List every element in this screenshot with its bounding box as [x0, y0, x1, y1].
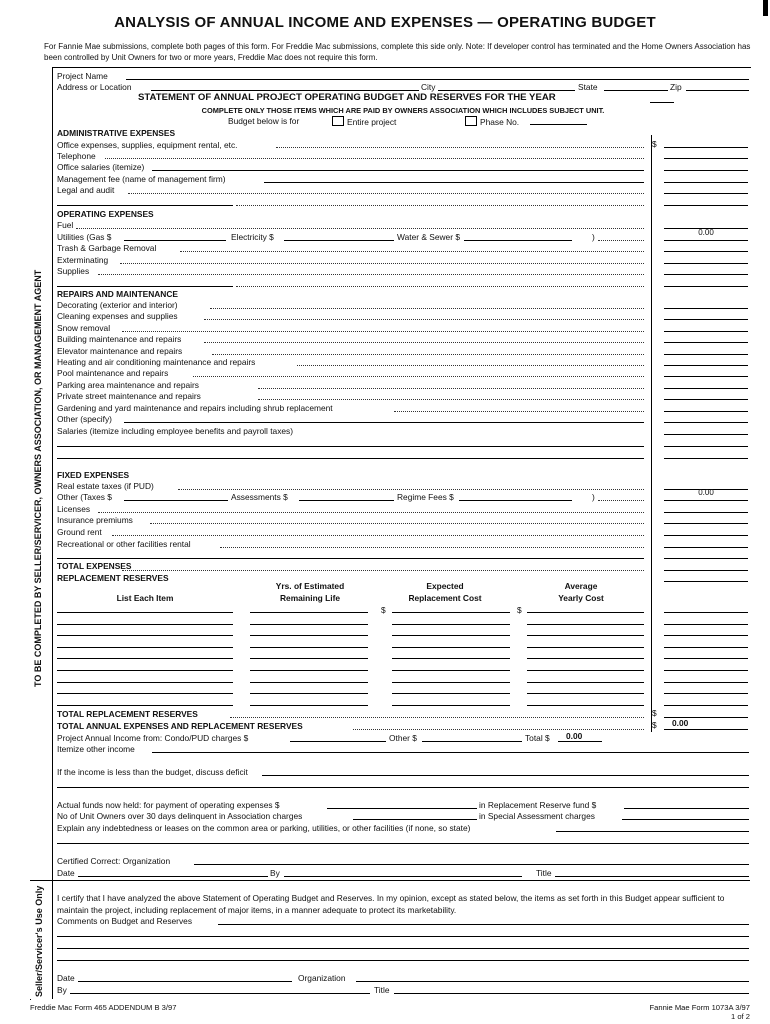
comments-field[interactable] [218, 924, 749, 925]
leader [105, 158, 644, 159]
reserve-cell-field[interactable] [57, 670, 233, 671]
footer-right-form: Fannie Mae Form 1073A 3/97 [649, 1003, 750, 1012]
col-cost-a: Expected [426, 581, 464, 591]
amount-field[interactable] [664, 286, 748, 287]
yearly-dollar: $ [517, 605, 522, 615]
fixed-insurance: Insurance premiums [57, 515, 133, 525]
operating-funds-field[interactable] [327, 808, 477, 809]
reserve-cell-field[interactable] [527, 693, 644, 694]
repairs-pool: Pool maintenance and repairs [57, 368, 169, 378]
leader [598, 240, 644, 241]
deficit-field[interactable] [262, 775, 749, 776]
reserve-cell-field[interactable] [527, 705, 644, 706]
form-title: ANALYSIS OF ANNUAL INCOME AND EXPENSES — OPERATING BUDGET [114, 14, 656, 31]
amount-field[interactable] [664, 670, 748, 671]
reserve-cell-field[interactable] [527, 658, 644, 659]
amount-field[interactable] [664, 682, 748, 683]
leader [212, 354, 644, 355]
leader [150, 523, 644, 524]
amount-field[interactable] [664, 251, 748, 252]
reserve-cell-field[interactable] [527, 670, 644, 671]
amount-field[interactable] [664, 399, 748, 400]
admin-item-legal: Legal and audit [57, 185, 115, 195]
reserve-cell-field[interactable] [250, 647, 368, 648]
phase-label: Phase No. [480, 117, 520, 127]
leader [598, 500, 644, 501]
cost-dollar: $ [381, 605, 386, 615]
fixed-heading: FIXED EXPENSES [57, 470, 130, 480]
amount-field[interactable] [664, 365, 748, 366]
cert-date-field[interactable] [78, 876, 268, 877]
explain-field[interactable] [556, 831, 749, 832]
reserve-cell-field[interactable] [392, 612, 510, 613]
entire-project-label: Entire project [347, 117, 397, 127]
text-field[interactable] [57, 558, 644, 559]
electricity-label: Electricity $ [231, 232, 274, 242]
gas-field[interactable] [124, 240, 226, 241]
project-name-label: Project Name [57, 71, 108, 81]
reserve-cell-field[interactable] [250, 658, 368, 659]
amount-field[interactable] [664, 500, 748, 501]
text-field[interactable] [57, 205, 233, 206]
footer-page: 1 of 2 [731, 1012, 750, 1021]
leader [204, 342, 644, 343]
replacement-heading: REPLACEMENT RESERVES [57, 573, 169, 583]
leader [98, 512, 644, 513]
condo-charges-field[interactable] [290, 741, 386, 742]
itemize-income-field[interactable] [152, 752, 749, 753]
amount-field[interactable] [664, 158, 748, 159]
amount-field[interactable] [664, 705, 748, 706]
delinquent-field[interactable] [353, 819, 477, 820]
amount-field[interactable] [664, 635, 748, 636]
comments-field-3[interactable] [57, 948, 749, 949]
fixed-licenses: Licenses [57, 504, 91, 514]
admin-item-management: Management fee (name of management firm) [57, 174, 226, 184]
cert-by-label: By [270, 868, 280, 878]
leader [394, 411, 644, 412]
reserve-cell-field[interactable] [250, 624, 368, 625]
other-taxes-field[interactable] [124, 500, 228, 501]
admin-heading: ADMINISTRATIVE EXPENSES [57, 128, 176, 138]
leader [220, 547, 644, 548]
delinquent-label: No of Unit Owners over 30 days delinquent in Association charges [57, 811, 303, 821]
amount-field[interactable] [664, 422, 748, 423]
reserve-cell-field[interactable] [57, 612, 233, 613]
assessments-field[interactable] [299, 500, 394, 501]
leader [178, 489, 644, 490]
reserve-cell-field[interactable] [392, 647, 510, 648]
amount-field[interactable] [664, 205, 748, 206]
reserve-cell-field[interactable] [250, 670, 368, 671]
total-annual-field[interactable] [664, 729, 748, 730]
leader [122, 331, 644, 332]
leader [120, 263, 644, 264]
amount-field[interactable] [664, 446, 748, 447]
reserve-cell-field[interactable] [57, 693, 233, 694]
complete-only-note: COMPLETE ONLY THOSE ITEMS WHICH ARE PAID BY OWNERS ASSOCIATION WHICH INCLUDES SUBJECT UNIT. [201, 106, 605, 115]
reserve-cell-field[interactable] [527, 612, 644, 613]
reserve-cell-field[interactable] [57, 647, 233, 648]
total-annual-dollar: $ [652, 720, 657, 730]
leader [204, 319, 644, 320]
amount-field[interactable] [664, 274, 748, 275]
state-field[interactable] [604, 90, 668, 91]
reserve-cell-field[interactable] [250, 693, 368, 694]
amount-field[interactable] [664, 612, 748, 613]
leader [193, 376, 644, 377]
electricity-field[interactable] [284, 240, 394, 241]
footer-right [650, 1003, 750, 1021]
text-field[interactable] [124, 422, 644, 423]
fixed-recreational: Recreational or other facilities rental [57, 539, 191, 549]
phase-no-field[interactable] [530, 124, 587, 125]
operating-exterminating: Exterminating [57, 255, 109, 265]
repairs-salaries: Salaries (itemize including employee benefits and payroll taxes) [57, 426, 294, 436]
reserve-cell-field[interactable] [392, 624, 510, 625]
leader [236, 286, 644, 287]
leader [98, 274, 644, 275]
col-yearly-a: Average [564, 581, 598, 591]
other-income-field[interactable] [422, 741, 522, 742]
special-label: in Special Assessment charges [479, 811, 595, 821]
amount-field[interactable] [664, 182, 748, 183]
total-income-value: 0.00 [566, 731, 583, 741]
reserve-cell-field[interactable] [250, 705, 368, 706]
instructions: For Fannie Mae submissions, complete both pages of this form. For Freddie Mac submissions, complete this side only. Note: If developer control has terminated and the Home Owners Association has been controlled by Unit Owners for two or more years, Freddie Mac does not require this form. [44, 42, 751, 62]
repairs-heating: Heating and air conditioning maintenance and repairs [57, 357, 256, 367]
col-cost-b: Replacement Cost [408, 593, 482, 603]
other-taxes-total: 0.00 [698, 488, 714, 497]
col-list-item: List Each Item [116, 593, 174, 603]
total-annual-value: 0.00 [672, 718, 689, 728]
side-bar-main [30, 67, 53, 880]
itemize-income-label: Itemize other income [57, 744, 135, 754]
amount-field[interactable] [664, 331, 748, 332]
amount-field[interactable] [664, 308, 748, 309]
amount-field[interactable] [664, 263, 748, 264]
repairs-gardening: Gardening and yard maintenance and repairs including shrub replacement [57, 403, 333, 413]
address-field[interactable] [151, 90, 419, 91]
deficit-label: If the income is less than the budget, discuss deficit [57, 767, 248, 777]
servicer-org-field[interactable] [356, 981, 749, 982]
repairs-heading: REPAIRS AND MAINTENANCE [57, 289, 178, 299]
zip-field[interactable] [686, 90, 749, 91]
reserve-cell-field[interactable] [57, 624, 233, 625]
fixed-ground-rent: Ground rent [57, 527, 102, 537]
amount-field[interactable] [664, 581, 748, 582]
amount-field[interactable] [664, 535, 748, 536]
reserve-cell-field[interactable] [57, 682, 233, 683]
reserve-cell-field[interactable] [57, 658, 233, 659]
leader [112, 535, 644, 536]
amount-field[interactable] [664, 523, 748, 524]
assessments-label: Assessments $ [231, 492, 288, 502]
admin-item-telephone: Telephone [57, 151, 96, 161]
reserve-cell-field[interactable] [392, 635, 510, 636]
admin-item-salaries: Office salaries (itemize) [57, 162, 145, 172]
leader [210, 308, 644, 309]
utilities-total: 0.00 [698, 228, 714, 237]
other-income-label: Other $ [389, 733, 417, 743]
comments-field-2[interactable] [57, 936, 749, 937]
regime-field[interactable] [459, 500, 572, 501]
certified-label: Certified Correct: Organization [57, 856, 171, 866]
leader [76, 228, 644, 229]
reserve-cell-field[interactable] [57, 635, 233, 636]
text-field[interactable] [57, 458, 644, 459]
footer-left: Freddie Mac Form 465 ADDENDUM B 3/97 [30, 1003, 177, 1012]
reserve-fund-field[interactable] [624, 808, 749, 809]
funds-held-label: Actual funds now held: for payment of operating expenses $ [57, 800, 280, 810]
amount-field[interactable] [664, 693, 748, 694]
repairs-parking: Parking area maintenance and repairs [57, 380, 199, 390]
amount-field[interactable] [664, 558, 748, 559]
text-field[interactable] [264, 182, 644, 183]
budget-below-label: Budget below is for [228, 116, 300, 126]
reserve-cell-field[interactable] [392, 670, 510, 671]
repairs-snow: Snow removal [57, 323, 111, 333]
amount-field[interactable] [664, 512, 748, 513]
city-field[interactable] [438, 90, 575, 91]
operating-trash: Trash & Garbage Removal [57, 243, 157, 253]
amount-column-divider [651, 135, 652, 732]
leader [353, 729, 644, 730]
leader [180, 251, 644, 252]
amount-field[interactable] [664, 624, 748, 625]
amount-field[interactable] [664, 458, 748, 459]
total-income-label: Total $ [525, 733, 550, 743]
water-field[interactable] [464, 240, 572, 241]
certify-statement: I certify that I have analyzed the above Statement of Operating Budget and Reserves. In my opinion, except as stated below, the items as set forth in this Budget appear sufficient to maintain the project, including replacement of major items, in a manner adequate to protect its marketability. [57, 893, 725, 915]
total-replacement-label: TOTAL REPLACEMENT RESERVES [57, 709, 198, 719]
side-label-main: TO BE COMPLETED BY SELLER/SERVICER, OWNERS ASSOCIATION, OR MANAGEMENT AGENT [33, 269, 43, 687]
servicer-by-field[interactable] [70, 993, 370, 994]
entire-project-checkbox[interactable] [332, 116, 344, 126]
year-field[interactable] [650, 102, 674, 103]
cert-by-field[interactable] [284, 876, 522, 877]
col-years-b: Remaining Life [279, 593, 341, 603]
phase-option[interactable] [465, 116, 519, 127]
amount-field[interactable] [664, 647, 748, 648]
side-label-servicer: Seller/Servicer's Use Only [34, 885, 44, 997]
total-expenses-label: TOTAL EXPENSES [57, 561, 132, 571]
leader [276, 147, 644, 148]
cert-date-label: Date [57, 868, 75, 878]
amount-field[interactable] [664, 411, 748, 412]
cert-title-field[interactable] [555, 876, 749, 877]
regime-label: Regime Fees $ [397, 492, 454, 502]
reserve-cell-field[interactable] [527, 635, 644, 636]
phase-checkbox[interactable] [465, 116, 477, 126]
reserve-cell-field[interactable] [392, 693, 510, 694]
comments-field-4[interactable] [57, 960, 749, 961]
repairs-decorating: Decorating (exterior and interior) [57, 300, 178, 310]
fixed-real-estate: Real estate taxes (if PUD) [57, 481, 154, 491]
total-replacement-dollar: $ [652, 708, 657, 718]
statement-heading: STATEMENT OF ANNUAL PROJECT OPERATING BUDGET AND RESERVES FOR THE YEAR [138, 92, 556, 103]
cert-title-label: Title [536, 868, 552, 878]
total-income-field[interactable] [558, 741, 602, 742]
reserve-cell-field[interactable] [392, 705, 510, 706]
zip-label: Zip [670, 82, 682, 92]
utilities-close: ) [592, 232, 595, 242]
repairs-street: Private street maintenance and repairs [57, 391, 201, 401]
fixed-close: ) [592, 492, 595, 502]
reserve-cell-field[interactable] [250, 635, 368, 636]
amount-field[interactable] [664, 319, 748, 320]
reserve-cell-field[interactable] [250, 682, 368, 683]
amount-field[interactable] [664, 658, 748, 659]
repairs-elevator: Elevator maintenance and repairs [57, 346, 183, 356]
amount-field[interactable] [664, 388, 748, 389]
side-bar-servicer [30, 880, 53, 999]
text-field[interactable] [57, 286, 233, 287]
leader [230, 717, 644, 718]
state-label: State [578, 82, 598, 92]
deficit-field-2[interactable] [57, 787, 749, 788]
explain-field-2[interactable] [57, 843, 749, 844]
operating-heading: OPERATING EXPENSES [57, 209, 154, 219]
reserve-cell-field[interactable] [527, 647, 644, 648]
amount-field[interactable] [664, 434, 748, 435]
leader [297, 365, 644, 366]
reserve-cell-field[interactable] [527, 624, 644, 625]
servicer-date-label: Date [57, 973, 75, 983]
project-name-field[interactable] [126, 79, 749, 80]
certified-org-field[interactable] [194, 864, 749, 865]
reserve-cell-field[interactable] [392, 682, 510, 683]
servicer-title-field[interactable] [394, 993, 749, 994]
water-label: Water & Sewer $ [397, 232, 460, 242]
comments-label: Comments on Budget and Reserves [57, 916, 193, 926]
income-from-label: Project Annual Income from: Condo/PUD charges $ [57, 733, 249, 743]
repairs-cleaning: Cleaning expenses and supplies [57, 311, 178, 321]
servicer-title-label: Title [374, 985, 390, 995]
entire-project-option[interactable] [332, 116, 396, 127]
amount-field[interactable] [664, 354, 748, 355]
leader [258, 399, 644, 400]
fixed-other-taxes-label: Other (Taxes $ [57, 492, 112, 502]
amount-field[interactable] [664, 147, 748, 148]
reserve-cell-field[interactable] [527, 682, 644, 683]
leader [258, 388, 644, 389]
reserve-cell-field[interactable] [57, 705, 233, 706]
total-annual-label: TOTAL ANNUAL EXPENSES AND REPLACEMENT RESERVES [57, 721, 303, 731]
operating-supplies: Supplies [57, 266, 90, 276]
text-field[interactable] [57, 446, 644, 447]
admin-item-office: Office expenses, supplies, equipment rental, etc. [57, 140, 238, 150]
text-field[interactable] [152, 170, 644, 171]
reserve-cell-field[interactable] [250, 612, 368, 613]
amount-field[interactable] [664, 170, 748, 171]
amount-field[interactable] [664, 547, 748, 548]
col-years-a: Yrs. of Estimated [275, 581, 345, 591]
operating-fuel: Fuel [57, 220, 74, 230]
operating-utilities-label: Utilities (Gas $ [57, 232, 112, 242]
leader [122, 570, 644, 571]
amount-field[interactable] [664, 193, 748, 194]
leader [236, 205, 644, 206]
special-field[interactable] [622, 819, 749, 820]
amount-field[interactable] [664, 342, 748, 343]
section-divider [30, 880, 750, 881]
servicer-by-label: By [57, 985, 67, 995]
reserve-cell-field[interactable] [392, 658, 510, 659]
repairs-other: Other (specify) [57, 414, 112, 424]
col-yearly-b: Yearly Cost [558, 593, 604, 603]
amount-field[interactable] [664, 376, 748, 377]
reserve-fund-label: in Replacement Reserve fund $ [479, 800, 597, 810]
address-label: Address or Location [57, 82, 132, 92]
repairs-building: Building maintenance and repairs [57, 334, 182, 344]
admin-dollar: $ [652, 139, 657, 149]
explain-label: Explain any indebtedness or leases on the common area or parking, utilities, or other facilities (if none, so state) [57, 823, 471, 833]
servicer-org-label: Organization [298, 973, 346, 983]
servicer-date-field[interactable] [78, 981, 292, 982]
leader [128, 193, 644, 194]
total-expenses-field[interactable] [664, 570, 748, 571]
city-label: City [421, 82, 436, 92]
amount-field[interactable] [664, 240, 748, 241]
